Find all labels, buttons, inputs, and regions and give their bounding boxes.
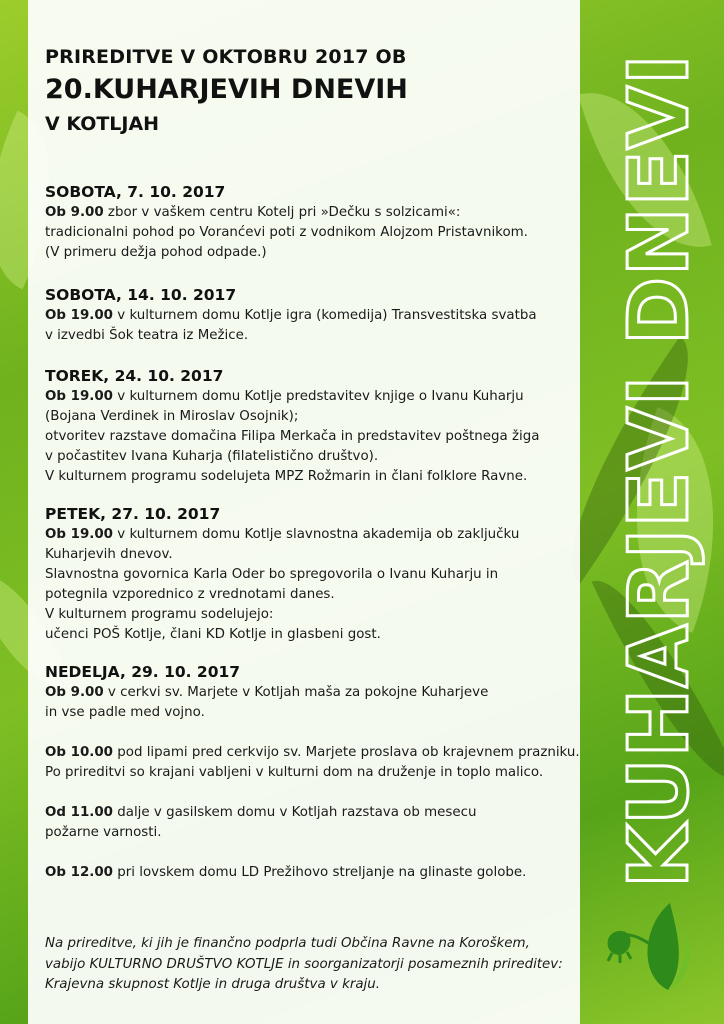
event-text: tradicionalni pohod po Voranćevi poti z vodnikom Alojzom Pristavnikom. [45,225,528,240]
event-line [45,843,575,863]
event-line [45,803,575,823]
event-line [45,545,575,565]
footer-note [45,934,575,996]
event-text: v počastitev Ivana Kuharja (filatelistično društvo). [45,449,379,464]
event-text: (V primeru dežja pohod odpade.) [45,245,267,260]
event-time: Ob 12.00 [45,865,113,880]
event-block [45,181,575,263]
bellflower-leaves-logo-icon [598,895,694,995]
event-line [45,427,575,447]
event-text: učenci POŠ Kotlje, člani KD Kotlje in glasbeni gost. [45,627,381,642]
event-text: v kulturnem domu Kotlje predstavitev knjige o Ivanu Kuharju [113,389,524,404]
event-text: dalje v gasilskem domu v Kotljah razstava ob mesecu [113,805,477,820]
event-line [45,223,575,243]
event-line [45,565,575,585]
header-line-1: PRIREDITVE V OKTOBRU 2017 OB [45,46,407,68]
footer-line-2: vabijo KULTURNO DRUŠTVO KOTLJE in soorganizatorji posameznih prireditev: [45,956,563,972]
event-line [45,306,575,326]
event-line [45,387,575,407]
event-text: Slavnostna govornica Karla Oder bo spregovorila o Ivanu Kuharju in [45,567,499,582]
event-text: in vse padle med vojno. [45,705,205,720]
event-line [45,783,575,803]
event-line [45,703,575,723]
event-time: Ob 19.00 [45,527,113,542]
event-line [45,585,575,605]
event-text: požarne varnosti. [45,825,162,840]
event-line [45,447,575,467]
event-block [45,661,580,883]
event-line [45,326,575,346]
event-text: V kulturnem programu sodelujejo: [45,607,274,622]
event-date: PETEK, 27. 10. 2017 [45,505,221,523]
event-time: Ob 19.00 [45,308,113,323]
event-block [45,284,575,346]
event-line [45,625,575,645]
event-line [45,525,575,545]
event-block [45,365,575,487]
event-time: Ob 10.00 [45,745,113,760]
event-line [45,467,575,487]
footer-line-1: Na prireditve, ki jih je finančno podprla tudi Občina Ravne na Koroškem, [45,936,530,951]
event-line [45,683,575,703]
event-date: SOBOTA, 14. 10. 2017 [45,286,237,304]
event-text: potegnila vzporednico z vrednotami danes. [45,587,335,602]
event-text: otvoritev razstave domačina Filipa Merkača in predstavitev poštnega žiga [45,429,540,444]
event-line [45,723,575,743]
event-line [45,203,575,223]
event-text: V kulturnem programu sodelujeta MPZ Rožmarin in člani folklore Ravne. [45,469,528,484]
event-time: Ob 9.00 [45,685,104,700]
event-line [45,407,575,427]
event-line [45,243,575,263]
event-text: (Bojana Verdinek in Miroslav Osojnik); [45,409,299,424]
event-date: NEDELJA, 29. 10. 2017 [45,663,241,681]
poster-header [45,45,408,138]
event-text: pod lipami pred cerkvijo sv. Marjete proslava ob krajevnem prazniku. [113,745,580,760]
header-line-2: 20.KUHARJEVIH DNEVIH [45,74,408,105]
side-title: KUHARJEVI DNEVI [612,53,707,888]
event-text: Kuharjevih dnevov. [45,547,173,562]
event-text: pri lovskem domu LD Prežihovo streljanje na glinaste golobe. [113,865,527,880]
event-text: v cerkvi sv. Marjete v Kotljah maša za pokojne Kuharjeve [103,685,489,700]
event-time: Ob 19.00 [45,389,113,404]
event-line [45,743,580,763]
event-time: Od 11.00 [45,805,113,820]
event-time: Ob 9.00 [45,205,104,220]
event-line [45,763,575,783]
event-line [45,823,575,843]
event-date: SOBOTA, 7. 10. 2017 [45,183,226,201]
event-line [45,863,575,883]
footer-line-3: Krajevna skupnost Kotlje in druga društva v kraju. [45,977,381,992]
header-line-3: V KOTLJAH [45,113,160,135]
event-block [45,503,575,645]
event-text: v kulturnem domu Kotlje igra (komedija) Transvestitska svatba [113,308,537,323]
event-date: TOREK, 24. 10. 2017 [45,367,224,385]
event-text: v izvedbi Šok teatra iz Mežice. [45,328,249,343]
event-text: zbor v vaškem centru Kotelj pri »Dečku s solzicami«: [103,205,461,220]
event-text: Po prireditvi so krajani vabljeni v kulturni dom na druženje in toplo malico. [45,765,544,780]
event-text: v kulturnem domu Kotlje slavnostna akademija ob zaključku [113,527,520,542]
event-line [45,605,575,625]
